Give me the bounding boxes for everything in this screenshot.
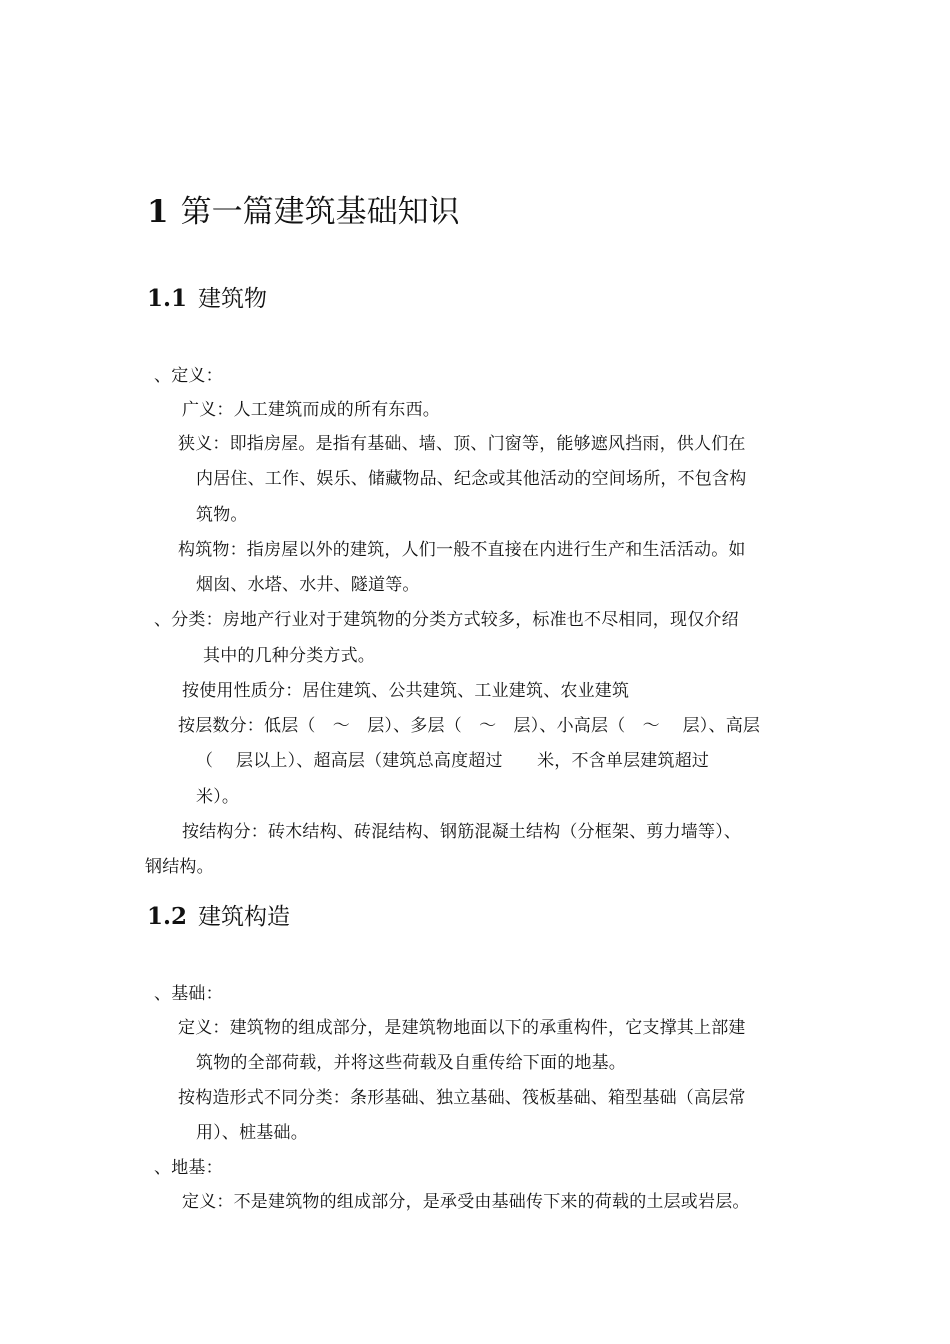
ground-definition: 定义：不是建筑物的组成部分，是承受由基础传下来的荷载的土层或岩层。	[182, 1192, 750, 1212]
floors-classification-line-2: （ 层以上）、超高层（建筑总高度超过 米，不含单层建筑超过	[196, 751, 710, 771]
section-title: 建筑物	[198, 286, 268, 312]
section-title: 建筑构造	[198, 904, 291, 930]
foundation-definition-line-1: 定义：建筑物的组成部分，是建筑物地面以下的承重构件，它支撑其上部建	[178, 1018, 746, 1038]
section-number: 1.2	[147, 903, 188, 930]
foundation-definition-line-2: 筑物的全部荷载，并将这些荷载及自重传给下面的地基。	[196, 1053, 626, 1073]
structure-definition-line-1: 构筑物：指房屋以外的建筑，人们一般不直接在内进行生产和生活活动。如	[178, 540, 746, 560]
ground-heading: 、地基：	[154, 1158, 223, 1178]
narrow-definition-line-3: 筑物。	[196, 505, 248, 525]
foundation-heading: 、基础：	[154, 984, 223, 1004]
use-classification: 按使用性质分：居住建筑、公共建筑、工业建筑、农业建筑	[182, 681, 630, 701]
structure-classification-line-2: 钢结构。	[145, 857, 214, 877]
structure-definition-line-2: 烟囱、水塔、水井、隧道等。	[196, 575, 420, 595]
classification-line-1: 、分类：房地产行业对于建筑物的分类方式较多，标准也不尽相同，现仅介绍	[154, 610, 739, 630]
narrow-definition-line-2: 内居住、工作、娱乐、储藏物品、纪念或其他活动的空间场所，不包含构	[196, 469, 747, 489]
section-heading-1-1	[147, 284, 267, 314]
structure-classification-line-1: 按结构分：砖木结构、砖混结构、钢筋混凝土结构（分框架、剪力墙等）、	[182, 822, 742, 842]
section-number: 1.1	[147, 285, 188, 312]
chapter-heading	[147, 190, 460, 234]
floors-classification-line-1: 按层数分：低层（ ～ 层）、多层（ ～ 层）、小高层（ ～ 层）、高层	[178, 716, 761, 736]
classification-line-2: 其中的几种分类方式。	[203, 646, 375, 666]
broad-definition: 广义：人工建筑而成的所有东西。	[182, 400, 440, 420]
chapter-number: 1	[147, 194, 169, 230]
foundation-types-line-1: 按构造形式不同分类：条形基础、独立基础、筏板基础、箱型基础（高层常	[178, 1088, 746, 1108]
foundation-types-line-2: 用）、桩基础。	[196, 1123, 308, 1143]
section-heading-1-2	[147, 902, 290, 932]
chapter-title: 第一篇建筑基础知识	[180, 194, 460, 230]
floors-classification-line-3: 米）。	[196, 787, 240, 807]
definition-heading: 、定义：	[154, 366, 223, 386]
narrow-definition-line-1: 狭义：即指房屋。是指有基础、墙、顶、门窗等，能够遮风挡雨，供人们在	[178, 434, 746, 454]
